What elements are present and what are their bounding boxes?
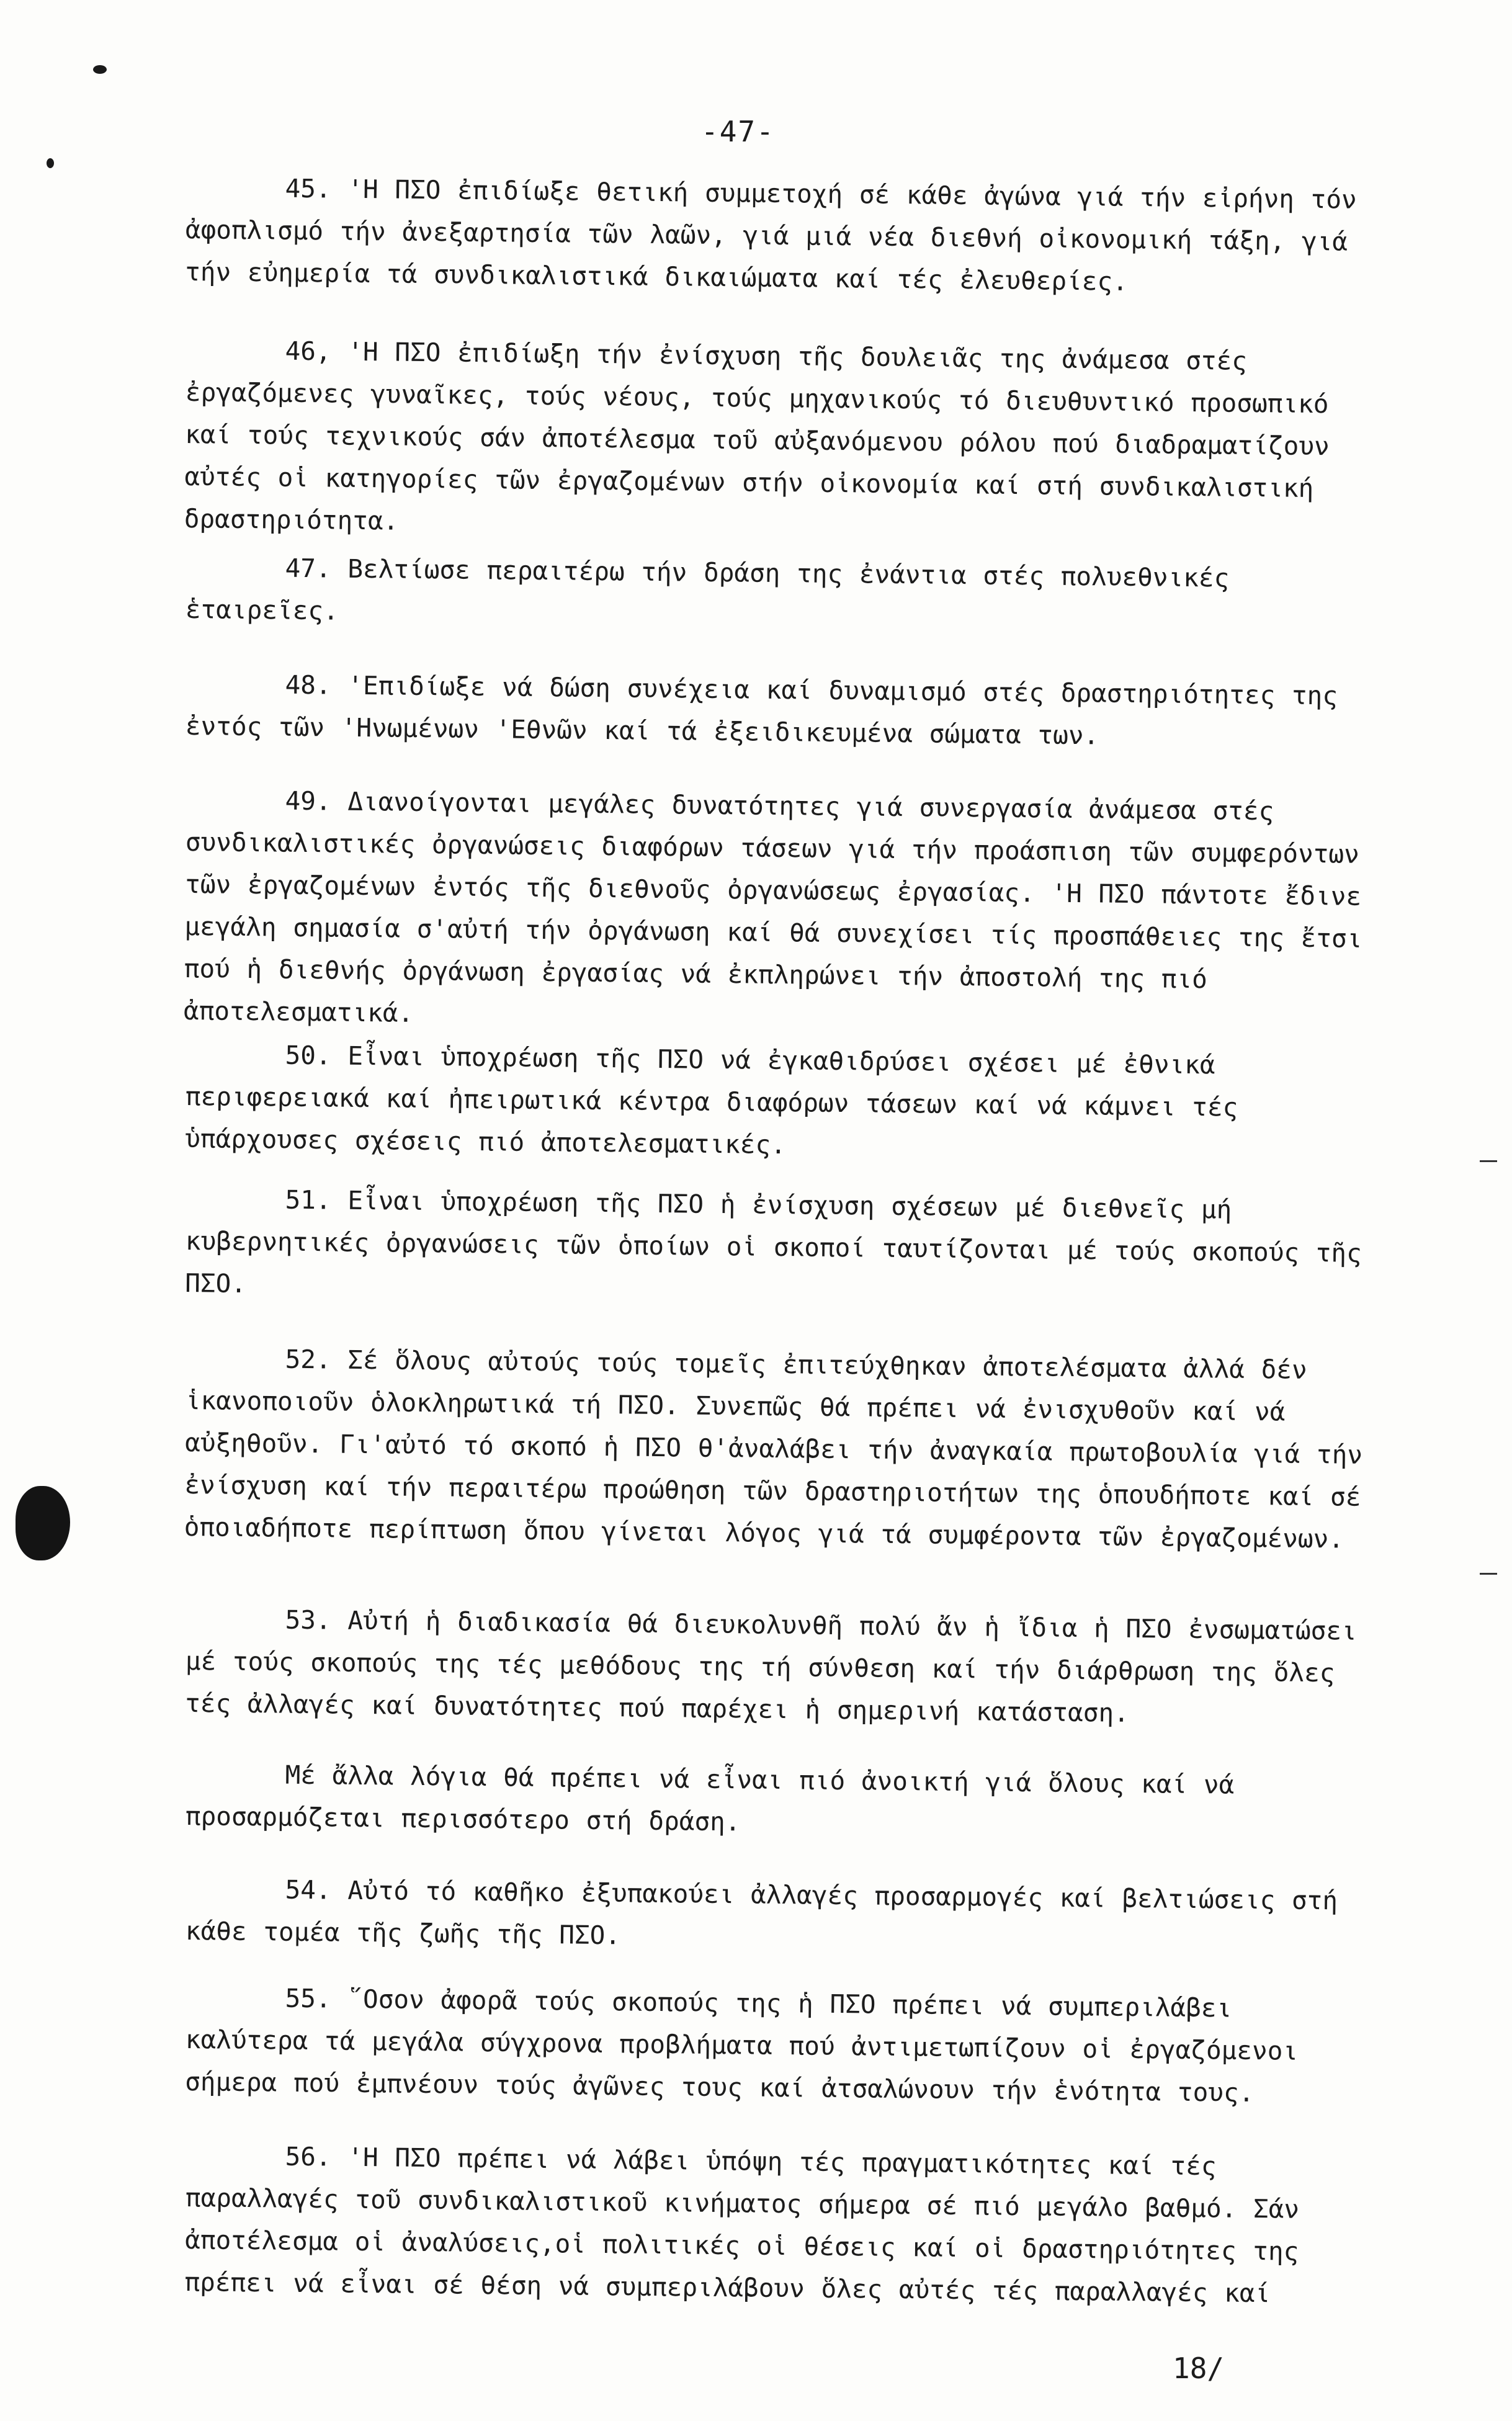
- paragraph-53-continued: [186, 1753, 1365, 1850]
- paragraph-55: [185, 1976, 1365, 2115]
- paragraph-54: [186, 1868, 1365, 1964]
- paragraph-46: [184, 329, 1364, 552]
- paragraph-text: 54. Αὐτό τό καθῆκο ἐξυπακούει ἀλλαγές προσαρμογές καί βελτιώσεις στή κάθε τομέα τῆς ζωῆς τῆς ΠΣΟ.: [185, 1874, 1338, 1951]
- paragraph-51: [185, 1178, 1365, 1317]
- paragraph-45: [185, 166, 1365, 305]
- continuation-page-ref: 18/: [1173, 2352, 1225, 2385]
- paragraph-50: [185, 1033, 1365, 1172]
- paragraph-text: 48. 'Επιδίωξε νά δώση συνέχεια καί δυναμισμό στές δραστηριότητες της ἐντός τῶν 'Ηνωμένων 'Εθνῶν καί τά ἐξειδικευμένα σώματα των.: [185, 669, 1338, 751]
- paragraph-text: 53. Αὐτή ἡ διαδικασία θά διευκολυνθῆ πολύ ἄν ἡ ἴδια ἡ ΠΣΟ ἐνσωματώσει μέ τούς σκοπούς της τές μεθόδους της τή σύνθεση καί τήν διάρθρωση της ὅλες τές ἀλλαγές καί δυνατότητες πού παρέχει ἡ σημερινή κατάσταση.: [184, 1604, 1357, 1728]
- paragraph-text: 50. Εἶναι ὑποχρέωση τῆς ΠΣΟ νά ἐγκαθιδρύσει σχέσει μέ ἐθνικά περιφερειακά καί ἠπειρωτικά κέντρα διαφόρων τάσεων καί νά κάμνει τές ὑπάρχουσες σχέσεις πιό ἀποτελεσματικές.: [184, 1040, 1238, 1160]
- paragraph-text: 45. 'Η ΠΣΟ ἐπιδίωξε θετική συμμετοχή σέ κάθε ἀγώνα γιά τήν εἰρήνη τόν ἀφοπλισμό τήν ἀνεξαρτησία τῶν λαῶν, γιά μιά νέα διεθνή οἰκονομική τάξη, γιά τήν εὐημερία τά συνδικαλιστικά δικαιώματα καί τές ἐλευθερίες.: [184, 173, 1357, 297]
- paragraph-47: [186, 546, 1365, 643]
- paragraph-text: Μέ ἄλλα λόγια θά πρέπει νά εἶναι πιό ἀνοικτή γιά ὅλους καί νά προσαρμόζεται περισσότερο στή δράση.: [185, 1760, 1235, 1837]
- paragraph-text: 52. Σέ ὅλους αὐτούς τούς τομεῖς ἐπιτεύχθηκαν ἀποτελέσματα ἀλλά δέν ἱκανοποιοῦν ὁλοκληρωτικά τή ΠΣΟ. Συνεπῶς θά πρέπει νά ἐνισχυθοῦν καί νά αὐξηθοῦν. Γι'αὐτό τό σκοπό ἡ ΠΣΟ θ'ἀναλάβει τήν ἀναγκαία πρωτοβουλία γιά τήν ἐνίσχυση καί τήν περαιτέρω προώθηση τῶν δραστηριοτήτων της ὁπουδήποτε καί σέ ὁποιαδήποτε περίπτωση ὅπου γίνεται λόγος γιά τά συμφέροντα τῶν ἐργαζομένων.: [184, 1344, 1363, 1554]
- paragraph-text: 56. 'Η ΠΣΟ πρέπει νά λάβει ὑπόψη τές πραγματικότητες καί τές παραλλαγές τοῦ συνδικαλιστικοῦ κινήματος σήμερα σέ πιό μεγάλο βαθμό. Σάν ἀποτέλεσμα οἱ ἀναλύσεις,οἱ πολιτικές οἱ θέσεις καί οἱ δραστηριότητες της πρέπει νά εἶναι σέ θέση νά συμπεριλάβουν ὅλες αὐτές τές παραλλαγές καί: [184, 2141, 1300, 2309]
- paragraph-text: 55. ῞Οσον ἀφορᾶ τούς σκοπούς της ἡ ΠΣΟ πρέπει νά συμπεριλάβει καλύτερα τά μεγάλα σύγχρονα προβλήματα πού ἀντιμετωπίζουν οἱ ἐργαζόμενοι σήμερα πού ἐμπνέουν τούς ἀγῶνες τους καί ἀτσαλώνουν τήν ἑνότητα τους.: [184, 1983, 1299, 2108]
- paragraph-49: [184, 779, 1365, 1044]
- margin-dash: [1480, 1160, 1497, 1162]
- paragraph-52: [184, 1337, 1364, 1560]
- ink-mark: [93, 65, 107, 74]
- paragraph-text: 46, 'Η ΠΣΟ ἐπιδίωξη τήν ἐνίσχυση τῆς δουλειᾶς της ἀνάμεσα στές ἐργαζόμενες γυναῖκες, τούς νέους, τούς μηχανικούς τό διευθυντικό προσωπικό καί τούς τεχνικούς σάν ἀποτέλεσμα τοῦ αὐξανόμενου ρόλου πού διαδραματίζουν αὐτές οἱ κατηγορίες τῶν ἐργαζομένων στήν οἰκονομία καί στή συνδικαλιστική δραστηριότητα.: [184, 336, 1330, 536]
- paragraph-56: [184, 2134, 1365, 2316]
- paragraph-text: 51. Εἶναι ὑποχρέωση τῆς ΠΣΟ ἡ ἐνίσχυση σχέσεων μέ διεθνεῖς μή κυβερνητικές ὀργανώσεις τῶν ὁποίων οἱ σκοποί ταυτίζονται μέ τούς σκοπούς τῆς ΠΣΟ.: [184, 1184, 1362, 1299]
- punch-hole: [16, 1486, 70, 1560]
- paragraph-48: [186, 663, 1365, 759]
- page-number: -47-: [701, 115, 775, 148]
- paragraph-53: [185, 1598, 1365, 1737]
- paragraph-text: 47. Βελτίωσε περαιτέρω τήν δράση της ἐνάντια στές πολυεθνικές ἑταιρεῖες.: [185, 553, 1230, 626]
- paragraph-text: 49. Διανοίγονται μεγάλες δυνατότητες γιά συνεργασία ἀνάμεσα στές συνδικαλιστικές ὀργανώσεις διαφόρων τάσεων γιά τήν προάσπιση τῶν συμφερόντων τῶν ἐργαζομένων ἐντός τῆς διεθνοῦς ὀργανώσεως ἐργασίας. 'Η ΠΣΟ πάντοτε ἔδινε μεγάλη σημασία σ'αὐτή τήν ὀργάνωση καί θά συνεχίσει τίς προσπάθειες της ἔτσι πού ἡ διεθνής ὀργάνωση ἐργασίας νά ἐκπληρώνει τήν ἀποστολή της πιό ἀποτελεσματικά.: [183, 785, 1362, 1028]
- margin-dash: [1480, 1573, 1497, 1575]
- ink-dot: [47, 158, 54, 168]
